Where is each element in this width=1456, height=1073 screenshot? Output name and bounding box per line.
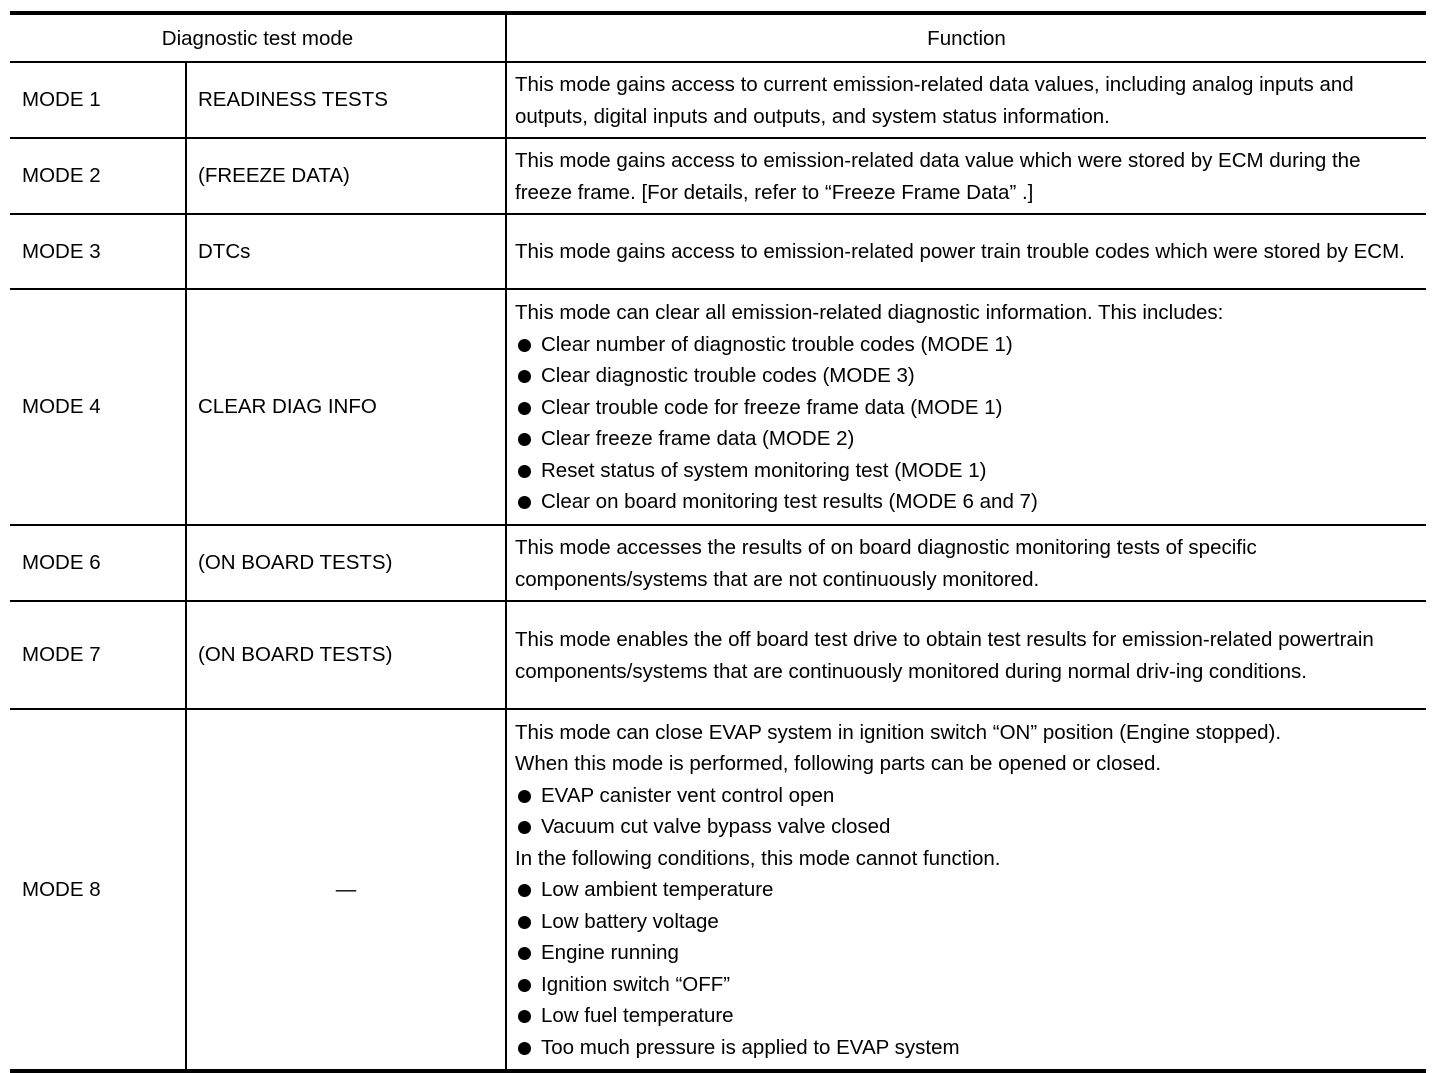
function-cell (506, 289, 1426, 525)
mode-name-cell: DTCs (186, 214, 506, 289)
mode-cell: MODE 3 (10, 214, 186, 289)
list-item: Clear diagnostic trouble codes (MODE 3) (515, 360, 1420, 392)
list-item: Too much pressure is applied to EVAP system (515, 1032, 1420, 1064)
function-intro: When this mode is performed, following parts can be opened or closed. (515, 752, 1162, 776)
mode-name-cell: CLEAR DIAG INFO (186, 289, 506, 525)
function-cell: This mode gains access to emission-related power train trouble codes which were stored by ECM. (506, 214, 1426, 289)
table-row (10, 601, 1426, 709)
bullet-list (515, 874, 1420, 1063)
function-cell: This mode gains access to current emission-related data values, including analog inputs and outputs, digital inputs and outputs, and system status information. (506, 62, 1426, 138)
table-row (10, 138, 1426, 214)
list-item: Low fuel temperature (515, 1000, 1420, 1032)
list-item: Vacuum cut valve bypass valve closed (515, 811, 1420, 843)
list-item: Ignition switch “OFF” (515, 969, 1420, 1001)
mode-cell: MODE 1 (10, 62, 186, 138)
function-cell: This mode enables the off board test drive to obtain test results for emission-related powertrain components/systems that are continuously monitored during normal driv-ing conditions. (506, 601, 1426, 709)
mode-cell: MODE 8 (10, 709, 186, 1071)
mode-cell: MODE 2 (10, 138, 186, 214)
bullet-list (515, 329, 1420, 518)
table-row (10, 289, 1426, 525)
bullet-list (515, 780, 1420, 843)
table-row (10, 214, 1426, 289)
function-cell (506, 709, 1426, 1071)
list-item: EVAP canister vent control open (515, 780, 1420, 812)
mode-cell: MODE 7 (10, 601, 186, 709)
list-item: Low battery voltage (515, 906, 1420, 938)
mode-name-cell: (FREEZE DATA) (186, 138, 506, 214)
mode-cell: MODE 4 (10, 289, 186, 525)
mode-name-cell: (ON BOARD TESTS) (186, 601, 506, 709)
diagnostic-mode-table (10, 11, 1426, 1073)
list-item: Clear number of diagnostic trouble codes (MODE 1) (515, 329, 1420, 361)
function-intro: This mode can close EVAP system in ignition switch “ON” position (Engine stopped). (515, 720, 1282, 744)
header-function: Function (506, 13, 1426, 62)
header-diagnostic-test-mode: Diagnostic test mode (10, 13, 506, 62)
list-item: Engine running (515, 937, 1420, 969)
function-cell: This mode accesses the results of on board diagnostic monitoring tests of specific components/systems that are not continuously monitored. (506, 525, 1426, 601)
table-row (10, 709, 1426, 1071)
table-row (10, 525, 1426, 601)
mode-cell: MODE 6 (10, 525, 186, 601)
mode-name-cell: (ON BOARD TESTS) (186, 525, 506, 601)
list-item: Clear freeze frame data (MODE 2) (515, 423, 1420, 455)
mode-name-cell: READINESS TESTS (186, 62, 506, 138)
mode-name-cell: — (186, 709, 506, 1071)
function-intro: In the following conditions, this mode cannot function. (515, 846, 1001, 870)
function-intro: This mode can clear all emission-related diagnostic information. This includes: (515, 301, 1224, 325)
table-row (10, 62, 1426, 138)
list-item: Clear trouble code for freeze frame data (MODE 1) (515, 392, 1420, 424)
table-header-row (10, 13, 1426, 62)
list-item: Low ambient temperature (515, 874, 1420, 906)
function-cell: This mode gains access to emission-related data value which were stored by ECM during the freeze frame. [For details, refer to “Freeze Frame Data” .] (506, 138, 1426, 214)
list-item: Reset status of system monitoring test (MODE 1) (515, 455, 1420, 487)
list-item: Clear on board monitoring test results (MODE 6 and 7) (515, 486, 1420, 518)
